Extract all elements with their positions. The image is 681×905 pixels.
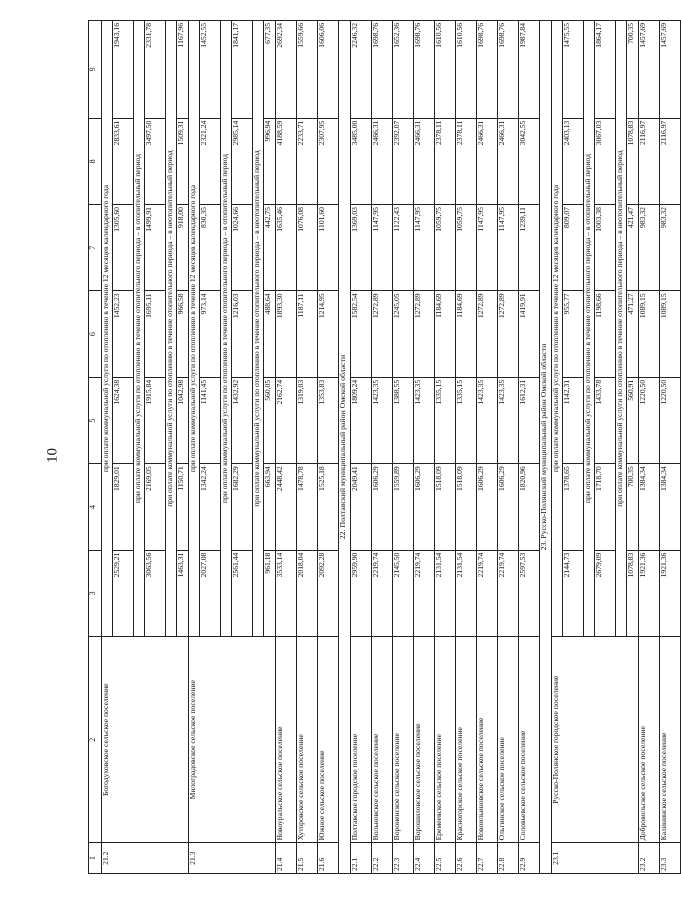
value-cell: 1433,78 bbox=[595, 377, 616, 463]
value-cell: 1122,43 bbox=[393, 205, 414, 291]
page-number: 10 bbox=[44, 448, 61, 463]
period-caption-row bbox=[189, 21, 200, 874]
value-cell: 955,77 bbox=[563, 291, 584, 377]
table-row bbox=[498, 21, 519, 874]
period-caption: при оплате коммунальной услуги по отоплению в течение 12 месяцев календарного года bbox=[189, 21, 200, 637]
settlement-name: Новоуральское сельское поселение bbox=[276, 637, 297, 843]
value-cell: 2131,54 bbox=[456, 550, 477, 636]
value-cell: 2307,95 bbox=[318, 118, 339, 204]
column-number: 6 bbox=[89, 291, 102, 377]
value-cell: 3067,03 bbox=[595, 118, 616, 204]
value-cell: 1147,95 bbox=[477, 205, 498, 291]
settlement-name: Еремеевское сельское поселение bbox=[435, 637, 456, 843]
value-cell: 1893,30 bbox=[276, 291, 297, 377]
value-cell: 2448,42 bbox=[276, 464, 297, 550]
value-cell: 996,94 bbox=[264, 118, 276, 204]
value-cell: 1606,29 bbox=[498, 464, 519, 550]
value-cell: 700,35 bbox=[627, 21, 639, 119]
row-index: 21.6 bbox=[318, 843, 339, 874]
column-number: 7 bbox=[89, 205, 102, 291]
row-index: 22.6 bbox=[456, 843, 477, 874]
value-cell: 2403,13 bbox=[563, 118, 584, 204]
value-cell: 1369,03 bbox=[351, 205, 372, 291]
value-cell: 1342,24 bbox=[200, 464, 221, 550]
value-cell: 1610,56 bbox=[435, 21, 456, 119]
value-cell: 966,58 bbox=[177, 291, 189, 377]
column-number-row bbox=[89, 21, 102, 874]
settlement-name: Соловьевское сельское поселение bbox=[519, 637, 540, 843]
period-caption: при оплате коммунальной услуги по отоплению в течение отопительного периода – в неотопительный период bbox=[253, 21, 264, 637]
value-cell: 1272,89 bbox=[372, 291, 393, 377]
value-cell: 1582,54 bbox=[351, 291, 372, 377]
table-row bbox=[477, 21, 498, 874]
value-cell: 700,35 bbox=[627, 464, 639, 550]
value-cell: 1525,18 bbox=[318, 464, 339, 550]
value-cell: 1141,45 bbox=[200, 377, 221, 463]
value-cell: 2144,73 bbox=[563, 550, 584, 636]
value-cell: 1184,69 bbox=[435, 291, 456, 377]
value-cell: 1921,36 bbox=[660, 550, 681, 636]
value-cell: 1319,03 bbox=[297, 377, 318, 463]
value-cell: 1682,29 bbox=[232, 464, 253, 550]
value-cell: 1272,89 bbox=[498, 291, 519, 377]
value-cell: 1059,75 bbox=[435, 205, 456, 291]
row-index: 22.4 bbox=[414, 843, 435, 874]
table-row bbox=[276, 21, 297, 874]
value-cell: 1220,50 bbox=[639, 377, 660, 463]
value-cell: 1214,95 bbox=[318, 291, 339, 377]
value-cell: 2679,09 bbox=[595, 550, 616, 636]
value-cell: 1499,91 bbox=[145, 205, 166, 291]
settlement-name: Богодуховское сельское поселение bbox=[102, 637, 189, 843]
value-cell: 1167,96 bbox=[177, 21, 189, 119]
value-cell: 3042,55 bbox=[519, 118, 540, 204]
value-cell: 1475,55 bbox=[563, 21, 584, 119]
value-cell: 2466,31 bbox=[498, 118, 519, 204]
period-caption: при оплате коммунальной услуги по отоплению в течение отопительного периода – в отопительный период bbox=[134, 21, 145, 637]
column-number: 2 bbox=[89, 637, 102, 843]
value-cell: 2246,32 bbox=[351, 21, 372, 119]
value-cell: 2145,50 bbox=[393, 550, 414, 636]
row-index: 23.1 bbox=[552, 843, 639, 874]
value-cell: 663,94 bbox=[264, 464, 276, 550]
settlement-name: Калининское сельское поселение bbox=[660, 637, 681, 843]
value-cell: 1809,24 bbox=[351, 377, 372, 463]
period-caption: при оплате коммунальной услуги по отоплению в течение 12 месяцев календарного года bbox=[102, 21, 113, 637]
value-cell: 1915,84 bbox=[145, 377, 166, 463]
value-cell: 2162,74 bbox=[276, 377, 297, 463]
table-row bbox=[435, 21, 456, 874]
table-row bbox=[372, 21, 393, 874]
value-cell: 2692,34 bbox=[276, 21, 297, 119]
value-cell: 1457,69 bbox=[639, 21, 660, 119]
period-caption-row bbox=[552, 21, 563, 874]
value-cell: 4188,59 bbox=[276, 118, 297, 204]
value-cell: 2116,97 bbox=[660, 118, 681, 204]
value-cell: 1378,65 bbox=[563, 464, 584, 550]
value-cell: 1559,66 bbox=[297, 21, 318, 119]
period-caption: при оплате коммунальной услуги по отоплению в течение 12 месяцев календарного года bbox=[552, 21, 563, 637]
table-row bbox=[519, 21, 540, 874]
value-cell: 2985,14 bbox=[232, 118, 253, 204]
value-cell: 1272,89 bbox=[414, 291, 435, 377]
settlement-name: Красногорское сельское поселение bbox=[456, 637, 477, 843]
value-cell: 1419,91 bbox=[519, 291, 540, 377]
value-cell: 1003,38 bbox=[595, 205, 616, 291]
value-cell: 1388,55 bbox=[393, 377, 414, 463]
value-cell: 2092,28 bbox=[318, 550, 339, 636]
value-cell: 1829,01 bbox=[113, 464, 134, 550]
value-cell: 1024,66 bbox=[232, 205, 253, 291]
value-cell: 1606,06 bbox=[318, 21, 339, 119]
value-cell: 1147,95 bbox=[372, 205, 393, 291]
value-cell: 1076,08 bbox=[297, 205, 318, 291]
value-cell: 677,35 bbox=[264, 21, 276, 119]
settlement-name: Южное сельское поселение bbox=[318, 637, 339, 843]
value-cell: 2378,11 bbox=[435, 118, 456, 204]
value-cell: 3497,50 bbox=[145, 118, 166, 204]
value-cell: 2331,78 bbox=[145, 21, 166, 119]
value-cell: 1820,96 bbox=[519, 464, 540, 550]
row-index: 22.1 bbox=[351, 843, 372, 874]
value-cell: 2018,04 bbox=[297, 550, 318, 636]
period-caption-row bbox=[102, 21, 113, 874]
value-cell: 918,00 bbox=[177, 205, 189, 291]
value-cell: 2392,07 bbox=[393, 118, 414, 204]
value-cell: 1698,76 bbox=[372, 21, 393, 119]
settlement-name: Полтавское городское поселение bbox=[351, 637, 372, 843]
tariff-table-body bbox=[89, 21, 681, 874]
column-number: 1 bbox=[89, 843, 102, 874]
period-caption: при оплате коммунальной услуги по отоплению в течение отопительного периода – в неотопительный период bbox=[166, 21, 177, 637]
value-cell: 488,64 bbox=[264, 291, 276, 377]
value-cell: 983,32 bbox=[660, 205, 681, 291]
value-cell: 1606,29 bbox=[414, 464, 435, 550]
section-title: 22. Полтавский муниципальный район Омской области bbox=[339, 21, 351, 874]
value-cell: 1452,55 bbox=[200, 21, 221, 119]
value-cell: 1335,15 bbox=[456, 377, 477, 463]
value-cell: 1841,17 bbox=[232, 21, 253, 119]
settlement-name: Вольновское сельское поселение bbox=[372, 637, 393, 843]
value-cell: 1452,23 bbox=[113, 291, 134, 377]
table-row bbox=[660, 21, 681, 874]
value-cell: 3533,14 bbox=[276, 550, 297, 636]
row-index: 22.2 bbox=[372, 843, 393, 874]
value-cell: 1652,36 bbox=[393, 21, 414, 119]
column-number: 5 bbox=[89, 377, 102, 463]
value-cell: 1478,78 bbox=[297, 464, 318, 550]
section-row bbox=[540, 21, 552, 874]
row-index: 22.3 bbox=[393, 843, 414, 874]
value-cell: 1457,69 bbox=[660, 21, 681, 119]
value-cell: 1198,66 bbox=[595, 291, 616, 377]
value-cell: 2959,90 bbox=[351, 550, 372, 636]
value-cell: 2321,24 bbox=[200, 118, 221, 204]
value-cell: 1423,35 bbox=[477, 377, 498, 463]
row-index: 22.8 bbox=[498, 843, 519, 874]
value-cell: 2466,31 bbox=[477, 118, 498, 204]
table-row bbox=[318, 21, 339, 874]
table-row bbox=[297, 21, 318, 874]
value-cell: 1147,95 bbox=[498, 205, 519, 291]
row-index: 22.9 bbox=[519, 843, 540, 874]
value-cell: 1384,34 bbox=[639, 464, 660, 550]
value-cell: 2049,41 bbox=[351, 464, 372, 550]
value-cell: 1987,84 bbox=[519, 21, 540, 119]
value-cell: 1864,17 bbox=[595, 21, 616, 119]
value-cell: 1305,60 bbox=[113, 205, 134, 291]
row-index: 23.3 bbox=[660, 843, 681, 874]
section-title: 23. Русско-Полянский муниципальный район Омской области bbox=[540, 21, 552, 874]
value-cell: 973,14 bbox=[200, 291, 221, 377]
value-cell: 1089,15 bbox=[660, 291, 681, 377]
value-cell: 1059,75 bbox=[456, 205, 477, 291]
row-index: 22.5 bbox=[435, 843, 456, 874]
value-cell: 1089,15 bbox=[639, 291, 660, 377]
column-number: 3 bbox=[89, 550, 102, 636]
value-cell: 2833,61 bbox=[113, 118, 134, 204]
tariff-table bbox=[88, 20, 681, 874]
value-cell: 1624,38 bbox=[113, 377, 134, 463]
value-cell: 2561,44 bbox=[232, 550, 253, 636]
value-cell: 2219,74 bbox=[477, 550, 498, 636]
value-cell: 1606,29 bbox=[372, 464, 393, 550]
value-cell: 1101,60 bbox=[318, 205, 339, 291]
value-cell: 1147,95 bbox=[414, 205, 435, 291]
value-cell: 2219,74 bbox=[372, 550, 393, 636]
value-cell: 471,27 bbox=[627, 291, 639, 377]
row-index: 21.4 bbox=[276, 843, 297, 874]
table-row bbox=[351, 21, 372, 874]
value-cell: 2529,21 bbox=[113, 550, 134, 636]
settlement-name: Ольгинское сельское поселение bbox=[498, 637, 519, 843]
value-cell: 1335,15 bbox=[435, 377, 456, 463]
settlement-name: Вороненское сельское поселение bbox=[393, 637, 414, 843]
value-cell: 2466,31 bbox=[414, 118, 435, 204]
value-cell: 961,18 bbox=[264, 550, 276, 636]
settlement-name: Русско-Полянское городское поселение bbox=[552, 637, 639, 843]
value-cell: 560,05 bbox=[264, 377, 276, 463]
value-cell: 1239,11 bbox=[519, 205, 540, 291]
value-cell: 1423,35 bbox=[372, 377, 393, 463]
value-cell: 1353,83 bbox=[318, 377, 339, 463]
value-cell: 2027,08 bbox=[200, 550, 221, 636]
row-index: 21.2 bbox=[102, 843, 189, 874]
value-cell: 2597,53 bbox=[519, 550, 540, 636]
value-cell: 421,47 bbox=[627, 205, 639, 291]
value-cell: 1695,11 bbox=[145, 291, 166, 377]
period-caption: при оплате коммунальной услуги по отоплению в течение отопительного периода – в неотопительный период bbox=[616, 21, 627, 637]
table-row bbox=[414, 21, 435, 874]
value-cell: 830,35 bbox=[200, 205, 221, 291]
value-cell: 1187,11 bbox=[297, 291, 318, 377]
row-index: 23.2 bbox=[639, 843, 660, 874]
value-cell: 1509,31 bbox=[177, 118, 189, 204]
value-cell: 1384,34 bbox=[660, 464, 681, 550]
value-cell: 1150,71 bbox=[177, 464, 189, 550]
value-cell: 2219,74 bbox=[498, 550, 519, 636]
value-cell: 1943,16 bbox=[113, 21, 134, 119]
settlement-name: Хуторовское сельское поселение bbox=[297, 637, 318, 843]
value-cell: 1216,03 bbox=[232, 291, 253, 377]
row-index: 21.3 bbox=[189, 843, 276, 874]
settlement-name: Ворошиловское сельское поселение bbox=[414, 637, 435, 843]
value-cell: 3063,56 bbox=[145, 550, 166, 636]
value-cell: 1698,76 bbox=[498, 21, 519, 119]
row-index: 22.7 bbox=[477, 843, 498, 874]
value-cell: 1606,29 bbox=[477, 464, 498, 550]
settlement-name: Добровольское сельское поселение bbox=[639, 637, 660, 843]
value-cell: 2169,05 bbox=[145, 464, 166, 550]
value-cell: 1612,31 bbox=[519, 377, 540, 463]
value-cell: 1559,89 bbox=[393, 464, 414, 550]
value-cell: 560,91 bbox=[627, 377, 639, 463]
value-cell: 1698,76 bbox=[477, 21, 498, 119]
value-cell: 2219,74 bbox=[414, 550, 435, 636]
settlement-name: Новоильиновское сельское поселение bbox=[477, 637, 498, 843]
value-cell: 1921,36 bbox=[639, 550, 660, 636]
value-cell: 1042,98 bbox=[177, 377, 189, 463]
value-cell: 1432,92 bbox=[232, 377, 253, 463]
value-cell: 1220,50 bbox=[660, 377, 681, 463]
section-row bbox=[339, 21, 351, 874]
value-cell: 1635,46 bbox=[276, 205, 297, 291]
column-number: 9 bbox=[89, 21, 102, 119]
value-cell: 2466,31 bbox=[372, 118, 393, 204]
value-cell: 1463,31 bbox=[177, 550, 189, 636]
value-cell: 1610,56 bbox=[456, 21, 477, 119]
value-cell: 2233,71 bbox=[297, 118, 318, 204]
value-cell: 983,32 bbox=[639, 205, 660, 291]
value-cell: 1142,31 bbox=[563, 377, 584, 463]
value-cell: 1518,09 bbox=[435, 464, 456, 550]
value-cell: 3485,00 bbox=[351, 118, 372, 204]
table-row bbox=[639, 21, 660, 874]
value-cell: 1078,83 bbox=[627, 118, 639, 204]
table-row bbox=[393, 21, 414, 874]
settlement-name: Милоградовское сельское поселение bbox=[189, 637, 276, 843]
period-caption: при оплате коммунальной услуги по отоплению в течение отопительного периода – в отопительный период bbox=[221, 21, 232, 637]
value-cell: 2131,54 bbox=[435, 550, 456, 636]
column-number: 4 bbox=[89, 464, 102, 550]
period-caption: при оплате коммунальной услуги по отоплению в течение отопительного периода – в отопительный период bbox=[584, 21, 595, 637]
value-cell: 1518,09 bbox=[456, 464, 477, 550]
value-cell: 1272,89 bbox=[477, 291, 498, 377]
value-cell: 1718,70 bbox=[595, 464, 616, 550]
value-cell: 2378,11 bbox=[456, 118, 477, 204]
value-cell: 1245,05 bbox=[393, 291, 414, 377]
row-index: 21.5 bbox=[297, 843, 318, 874]
tariff-table-container bbox=[88, 20, 668, 874]
value-cell: 1184,69 bbox=[456, 291, 477, 377]
value-cell: 1423,35 bbox=[414, 377, 435, 463]
column-number: 8 bbox=[89, 118, 102, 204]
value-cell: 1078,83 bbox=[627, 550, 639, 636]
value-cell: 809,07 bbox=[563, 205, 584, 291]
value-cell: 1423,35 bbox=[498, 377, 519, 463]
value-cell: 2116,97 bbox=[639, 118, 660, 204]
value-cell: 1698,76 bbox=[414, 21, 435, 119]
table-row bbox=[456, 21, 477, 874]
value-cell: 442,75 bbox=[264, 205, 276, 291]
